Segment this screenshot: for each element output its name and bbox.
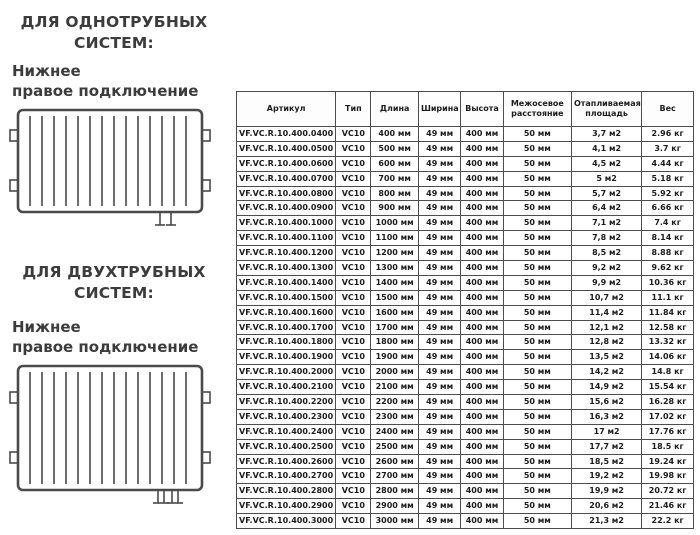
table-cell: 49 мм — [418, 290, 460, 305]
table-row — [237, 395, 694, 410]
table-cell: 15,6 м2 — [571, 395, 641, 410]
table-cell: 8.14 кг — [642, 231, 694, 246]
table-cell: 49 мм — [418, 246, 460, 261]
title-line: СИСТЕМ: — [74, 283, 154, 302]
table-row — [237, 320, 694, 335]
table-cell: 50 мм — [503, 335, 571, 350]
table-cell: 20.72 кг — [642, 484, 694, 499]
table-cell: 5.18 кг — [642, 171, 694, 186]
column-header: Отапливаемая площадь — [571, 92, 641, 127]
table-cell: 1900 мм — [371, 350, 419, 365]
table-cell: 900 мм — [371, 201, 419, 216]
table-cell: 49 мм — [418, 201, 460, 216]
table-cell: 49 мм — [418, 499, 460, 514]
subtitle-line: правое подключение — [12, 81, 199, 100]
column-header: Длина — [371, 92, 419, 127]
table-cell: VF.VC.R.10.400.1400 — [237, 275, 336, 290]
table-cell: 49 мм — [418, 469, 460, 484]
table-cell: VF.VC.R.10.400.0800 — [237, 186, 336, 201]
table-cell: 400 мм — [371, 127, 419, 142]
subtitle-line: Нижнее — [12, 62, 81, 80]
table-row — [237, 454, 694, 469]
table-cell: 20,6 м2 — [571, 499, 641, 514]
table-cell: 1600 мм — [371, 305, 419, 320]
table-cell: 10.36 кг — [642, 275, 694, 290]
table-cell: 21,3 м2 — [571, 514, 641, 529]
table-row — [237, 380, 694, 395]
table-cell: 400 мм — [461, 499, 503, 514]
table-cell: VF.VC.R.10.400.1000 — [237, 216, 336, 231]
table-cell: 50 мм — [503, 141, 571, 156]
table-cell: 8.88 кг — [642, 246, 694, 261]
table-cell: 50 мм — [503, 216, 571, 231]
table-cell: VC10 — [336, 499, 371, 514]
table-cell: VC10 — [336, 305, 371, 320]
table-cell: VC10 — [336, 156, 371, 171]
left-panel — [0, 0, 232, 535]
table-cell: 400 мм — [461, 469, 503, 484]
table-cell: 49 мм — [418, 484, 460, 499]
table-cell: 400 мм — [461, 320, 503, 335]
table-cell: 19.24 кг — [642, 454, 694, 469]
table-cell: VF.VC.R.10.400.2400 — [237, 424, 336, 439]
table-cell: 1000 мм — [371, 216, 419, 231]
table-cell: 14,9 м2 — [571, 380, 641, 395]
table-cell: 6.66 кг — [642, 201, 694, 216]
table-cell: VC10 — [336, 469, 371, 484]
table-row — [237, 469, 694, 484]
table-cell: VF.VC.R.10.400.1600 — [237, 305, 336, 320]
table-cell: VC10 — [336, 365, 371, 380]
table-cell: 400 мм — [461, 454, 503, 469]
table-cell: 2100 мм — [371, 380, 419, 395]
table-cell: 49 мм — [418, 216, 460, 231]
title-line: ДЛЯ ДВУХТРУБНЫХ — [22, 263, 206, 281]
table-cell: 21.46 кг — [642, 499, 694, 514]
table-cell: 49 мм — [418, 275, 460, 290]
table-cell: VC10 — [336, 186, 371, 201]
table-cell: VF.VC.R.10.400.2700 — [237, 469, 336, 484]
table-cell: 13,5 м2 — [571, 350, 641, 365]
table-row — [237, 275, 694, 290]
table-cell: 600 мм — [371, 156, 419, 171]
table-cell: 50 мм — [503, 350, 571, 365]
table-cell: VC10 — [336, 127, 371, 142]
table-cell: 50 мм — [503, 484, 571, 499]
table-cell: 15.54 кг — [642, 380, 694, 395]
table-cell: 7,1 м2 — [571, 216, 641, 231]
table-cell: 49 мм — [418, 439, 460, 454]
table-cell: 18.5 кг — [642, 439, 694, 454]
table-row — [237, 246, 694, 261]
table-row — [237, 335, 694, 350]
table-cell: VC10 — [336, 335, 371, 350]
table-cell: 50 мм — [503, 514, 571, 529]
title-line: ДЛЯ ОДНОТРУБНЫХ — [20, 13, 208, 31]
table-cell: 50 мм — [503, 201, 571, 216]
table-cell: 11.1 кг — [642, 290, 694, 305]
table-cell: 400 мм — [461, 201, 503, 216]
table-cell: VF.VC.R.10.400.2000 — [237, 365, 336, 380]
table-header-row — [237, 92, 694, 127]
table-row — [237, 201, 694, 216]
column-header: Ширина — [418, 92, 460, 127]
table-cell: 400 мм — [461, 275, 503, 290]
table-cell: 19,9 м2 — [571, 484, 641, 499]
table-cell: 2700 мм — [371, 469, 419, 484]
table-cell: VF.VC.R.10.400.3000 — [237, 514, 336, 529]
table-cell: 12.58 кг — [642, 320, 694, 335]
title-line: СИСТЕМ: — [74, 33, 154, 52]
table-cell: 50 мм — [503, 186, 571, 201]
table-cell: 14.8 кг — [642, 365, 694, 380]
table-cell: VC10 — [336, 409, 371, 424]
table-cell: 7.4 кг — [642, 216, 694, 231]
table-cell: VF.VC.R.10.400.1300 — [237, 261, 336, 276]
table-cell: 400 мм — [461, 186, 503, 201]
spec-table — [236, 91, 694, 529]
table-cell: 50 мм — [503, 320, 571, 335]
table-cell: 2900 мм — [371, 499, 419, 514]
table-cell: 17.02 кг — [642, 409, 694, 424]
table-cell: 49 мм — [418, 409, 460, 424]
table-cell: 4.44 кг — [642, 156, 694, 171]
table-cell: VC10 — [336, 171, 371, 186]
table-cell: 50 мм — [503, 305, 571, 320]
table-cell: 1300 мм — [371, 261, 419, 276]
table-cell: 700 мм — [371, 171, 419, 186]
table-cell: 12,1 м2 — [571, 320, 641, 335]
table-cell: 49 мм — [418, 231, 460, 246]
table-row — [237, 305, 694, 320]
table-cell: 50 мм — [503, 424, 571, 439]
table-cell: VC10 — [336, 424, 371, 439]
column-header: Артикул — [237, 92, 336, 127]
table-cell: 1500 мм — [371, 290, 419, 305]
table-cell: 5 м2 — [571, 171, 641, 186]
table-cell: 400 мм — [461, 424, 503, 439]
table-row — [237, 216, 694, 231]
table-cell: VF.VC.R.10.400.1500 — [237, 290, 336, 305]
table-cell: 400 мм — [461, 514, 503, 529]
table-cell: 5,7 м2 — [571, 186, 641, 201]
table-cell: 5.92 кг — [642, 186, 694, 201]
table-cell: 2600 мм — [371, 454, 419, 469]
table-cell: 2400 мм — [371, 424, 419, 439]
table-cell: 400 мм — [461, 156, 503, 171]
table-cell: VC10 — [336, 231, 371, 246]
table-cell: 50 мм — [503, 231, 571, 246]
table-cell: VC10 — [336, 484, 371, 499]
table-cell: 13.32 кг — [642, 335, 694, 350]
table-cell: 2000 мм — [371, 365, 419, 380]
table-header — [237, 92, 694, 127]
table-cell: 1700 мм — [371, 320, 419, 335]
column-header: Межосевое расстояние — [503, 92, 571, 127]
table-cell: 7,8 м2 — [571, 231, 641, 246]
table-cell: 50 мм — [503, 469, 571, 484]
table-cell: VC10 — [336, 320, 371, 335]
column-header: Вес — [642, 92, 694, 127]
table-cell: VC10 — [336, 201, 371, 216]
table-cell: 400 мм — [461, 365, 503, 380]
table-cell: 50 мм — [503, 499, 571, 514]
table-cell: 50 мм — [503, 261, 571, 276]
table-cell: 800 мм — [371, 186, 419, 201]
table-cell: 49 мм — [418, 156, 460, 171]
table-cell: 50 мм — [503, 454, 571, 469]
section-title-single-pipe — [8, 12, 220, 54]
table-cell: 50 мм — [503, 395, 571, 410]
table-cell: VF.VC.R.10.400.1800 — [237, 335, 336, 350]
table-cell: 11,4 м2 — [571, 305, 641, 320]
table-cell: 12,8 м2 — [571, 335, 641, 350]
table-cell: VC10 — [336, 439, 371, 454]
section-subtitle-two-pipe — [12, 318, 224, 357]
table-cell: VF.VC.R.10.400.1700 — [237, 320, 336, 335]
section-title-two-pipe — [8, 262, 220, 304]
table-cell: 400 мм — [461, 246, 503, 261]
table-body — [237, 127, 694, 529]
table-cell: VF.VC.R.10.400.0500 — [237, 141, 336, 156]
table-cell: 400 мм — [461, 395, 503, 410]
table-row — [237, 514, 694, 529]
table-cell: 400 мм — [461, 350, 503, 365]
table-cell: 400 мм — [461, 439, 503, 454]
table-row — [237, 365, 694, 380]
table-cell: VF.VC.R.10.400.1900 — [237, 350, 336, 365]
table-cell: 400 мм — [461, 171, 503, 186]
section-subtitle-single-pipe — [12, 62, 224, 101]
table-cell: 6,4 м2 — [571, 201, 641, 216]
table-cell: 49 мм — [418, 514, 460, 529]
table-cell: 50 мм — [503, 365, 571, 380]
table-cell: 50 мм — [503, 275, 571, 290]
table-cell: VF.VC.R.10.400.0400 — [237, 127, 336, 142]
table-cell: 400 мм — [461, 335, 503, 350]
table-cell: 50 мм — [503, 380, 571, 395]
subtitle-line: Нижнее — [12, 318, 81, 336]
column-header: Высота — [461, 92, 503, 127]
table-cell: 49 мм — [418, 305, 460, 320]
table-cell: 2.96 кг — [642, 127, 694, 142]
table-row — [237, 231, 694, 246]
table-cell: 49 мм — [418, 171, 460, 186]
table-cell: VF.VC.R.10.400.2300 — [237, 409, 336, 424]
subtitle-line: правое подключение — [12, 337, 199, 356]
table-cell: 50 мм — [503, 156, 571, 171]
table-cell: 14,2 м2 — [571, 365, 641, 380]
table-cell: 49 мм — [418, 365, 460, 380]
table-cell: VC10 — [336, 395, 371, 410]
table-cell: 18,5 м2 — [571, 454, 641, 469]
table-cell: VC10 — [336, 275, 371, 290]
table-cell: 3,7 м2 — [571, 127, 641, 142]
table-cell: VF.VC.R.10.400.2900 — [237, 499, 336, 514]
table-cell: VF.VC.R.10.400.1200 — [237, 246, 336, 261]
table-cell: 400 мм — [461, 216, 503, 231]
table-cell: 1400 мм — [371, 275, 419, 290]
table-cell: VC10 — [336, 141, 371, 156]
table-cell: 4,5 м2 — [571, 156, 641, 171]
table-cell: 2500 мм — [371, 439, 419, 454]
table-cell: 8,5 м2 — [571, 246, 641, 261]
table-row — [237, 156, 694, 171]
table-cell: VF.VC.R.10.400.2600 — [237, 454, 336, 469]
table-cell: VF.VC.R.10.400.2800 — [237, 484, 336, 499]
table-cell: 400 мм — [461, 261, 503, 276]
table-cell: 2800 мм — [371, 484, 419, 499]
table-cell: VF.VC.R.10.400.0600 — [237, 156, 336, 171]
table-cell: 49 мм — [418, 454, 460, 469]
table-row — [237, 424, 694, 439]
table-cell: 400 мм — [461, 380, 503, 395]
table-cell: 49 мм — [418, 186, 460, 201]
table-row — [237, 439, 694, 454]
table-cell: VC10 — [336, 514, 371, 529]
radiator-diagram-single-pipe — [8, 106, 212, 232]
table-cell: VC10 — [336, 380, 371, 395]
table-cell: 22.2 кг — [642, 514, 694, 529]
table-cell: 50 мм — [503, 439, 571, 454]
table-cell: 400 мм — [461, 484, 503, 499]
table-cell: 400 мм — [461, 409, 503, 424]
table-cell: 49 мм — [418, 320, 460, 335]
table-cell: 19,2 м2 — [571, 469, 641, 484]
table-cell: 49 мм — [418, 141, 460, 156]
table-cell: 19.98 кг — [642, 469, 694, 484]
table-cell: 49 мм — [418, 335, 460, 350]
table-cell: 2300 мм — [371, 409, 419, 424]
table-cell: 50 мм — [503, 171, 571, 186]
table-cell: 400 мм — [461, 305, 503, 320]
table-cell: 10,7 м2 — [571, 290, 641, 305]
table-row — [237, 409, 694, 424]
table-cell: 2200 мм — [371, 395, 419, 410]
table-cell: 1200 мм — [371, 246, 419, 261]
table-cell: VC10 — [336, 350, 371, 365]
table-cell: 50 мм — [503, 246, 571, 261]
spec-table-container — [236, 91, 694, 529]
table-cell: 1100 мм — [371, 231, 419, 246]
table-cell: 9,2 м2 — [571, 261, 641, 276]
table-cell: 49 мм — [418, 127, 460, 142]
table-cell: 400 мм — [461, 141, 503, 156]
table-cell: 9,9 м2 — [571, 275, 641, 290]
table-cell: 9.62 кг — [642, 261, 694, 276]
table-cell: 1800 мм — [371, 335, 419, 350]
table-row — [237, 350, 694, 365]
table-cell: 49 мм — [418, 380, 460, 395]
table-cell: 3.7 кг — [642, 141, 694, 156]
table-cell: VC10 — [336, 216, 371, 231]
table-cell: 17 м2 — [571, 424, 641, 439]
table-cell: 3000 мм — [371, 514, 419, 529]
table-cell: 50 мм — [503, 409, 571, 424]
table-cell: VF.VC.R.10.400.2200 — [237, 395, 336, 410]
table-row — [237, 141, 694, 156]
column-header: Тип — [336, 92, 371, 127]
table-cell: 50 мм — [503, 290, 571, 305]
radiator-diagram-two-pipe — [8, 362, 212, 512]
table-cell: VC10 — [336, 246, 371, 261]
table-cell: VC10 — [336, 261, 371, 276]
table-cell: 400 мм — [461, 290, 503, 305]
table-cell: 400 мм — [461, 127, 503, 142]
table-cell: 4,1 м2 — [571, 141, 641, 156]
table-cell: VC10 — [336, 290, 371, 305]
table-cell: VF.VC.R.10.400.2100 — [237, 380, 336, 395]
table-row — [237, 186, 694, 201]
table-cell: 50 мм — [503, 127, 571, 142]
table-row — [237, 499, 694, 514]
table-row — [237, 290, 694, 305]
table-cell: 17.76 кг — [642, 424, 694, 439]
table-cell: 49 мм — [418, 261, 460, 276]
table-row — [237, 484, 694, 499]
table-cell: 49 мм — [418, 395, 460, 410]
table-row — [237, 261, 694, 276]
table-cell: 49 мм — [418, 350, 460, 365]
table-cell: VF.VC.R.10.400.0700 — [237, 171, 336, 186]
table-cell: 17,7 м2 — [571, 439, 641, 454]
table-cell: 11.84 кг — [642, 305, 694, 320]
table-row — [237, 127, 694, 142]
table-cell: 14.06 кг — [642, 350, 694, 365]
table-cell: 400 мм — [461, 231, 503, 246]
table-cell: VF.VC.R.10.400.0900 — [237, 201, 336, 216]
table-cell: 49 мм — [418, 424, 460, 439]
table-cell: 500 мм — [371, 141, 419, 156]
table-row — [237, 171, 694, 186]
table-cell: VF.VC.R.10.400.1100 — [237, 231, 336, 246]
table-cell: 16,3 м2 — [571, 409, 641, 424]
table-cell: VF.VC.R.10.400.2500 — [237, 439, 336, 454]
table-cell: VC10 — [336, 454, 371, 469]
table-cell: 16.28 кг — [642, 395, 694, 410]
